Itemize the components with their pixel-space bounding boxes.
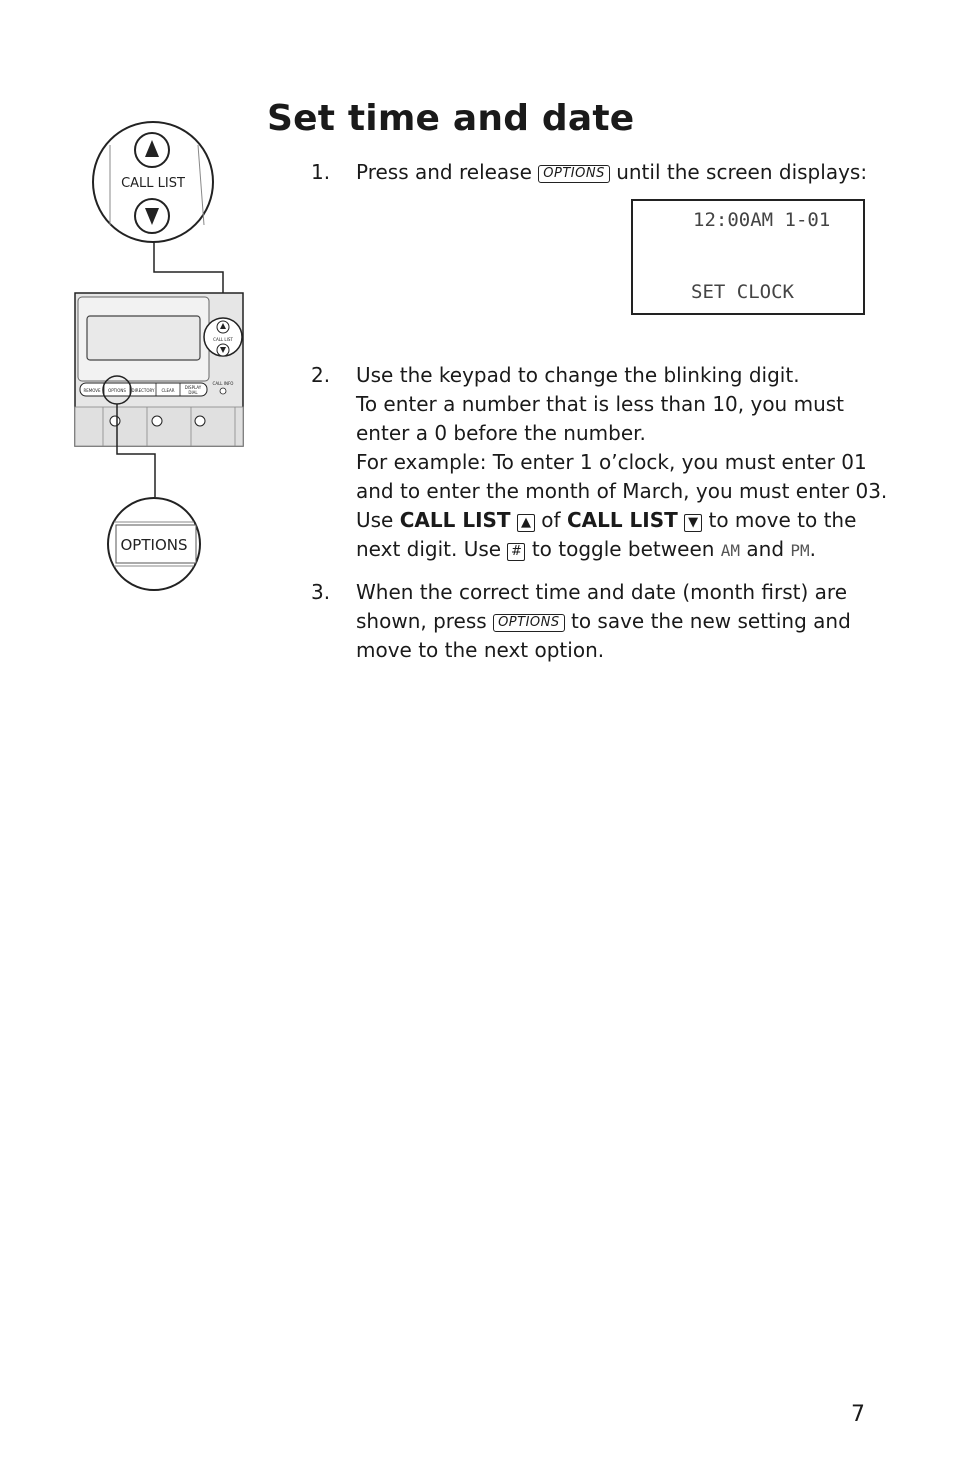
down-arrow-icon: ▼	[684, 514, 702, 532]
lcd-line-1: 12:00AM 1-01	[693, 209, 831, 231]
svg-text:CALL LIST: CALL LIST	[213, 337, 233, 342]
lcd-line-2: SET CLOCK	[691, 281, 794, 303]
hash-key-icon: #	[507, 543, 525, 561]
step-1-text: Press and release OPTIONS until the screen displays:	[356, 160, 868, 184]
svg-text:DISPLAY: DISPLAY	[184, 385, 202, 390]
svg-text:DIAL: DIAL	[188, 390, 198, 395]
phone-illustration	[70, 115, 255, 600]
step-3-text: When the correct time and date (month first) are shown, press OPTIONS to save the new setting and move to the next option.	[356, 580, 851, 662]
svg-text:CLEAR: CLEAR	[161, 388, 175, 393]
step-3-number: 3.	[311, 580, 331, 604]
step-1-number: 1.	[311, 160, 331, 184]
options-label: OPTIONS	[120, 536, 188, 554]
up-arrow-icon: ▲	[517, 514, 535, 532]
svg-text:CALL INFO: CALL INFO	[212, 381, 234, 386]
svg-text:OPTIONS: OPTIONS	[108, 388, 126, 393]
options-key-icon: OPTIONS	[493, 614, 565, 632]
page-number: 7	[851, 1402, 865, 1427]
step-2-number: 2.	[311, 363, 331, 387]
call-list-label: CALL LIST	[121, 176, 185, 191]
lcd-screen	[631, 199, 865, 315]
options-callout	[108, 498, 200, 590]
svg-text:REMOVE: REMOVE	[83, 388, 101, 393]
page-title: Set time and date	[267, 98, 635, 139]
svg-text:DIRECTORY: DIRECTORY	[131, 388, 155, 393]
phone-base	[75, 293, 243, 446]
options-key-icon: OPTIONS	[538, 165, 610, 183]
call-list-callout	[93, 122, 213, 242]
step-2-text: Use the keypad to change the blinking digit. To enter a number that is less than 10, you must enter a 0 before the number. For example: To enter 1 o’clock, you must enter 01 and to enter the month of March, you must enter 03. Use CALL LIST ▲ of CALL LIST ▼ to move to the next digit. Use # to toggle between AM and PM.	[356, 363, 888, 561]
